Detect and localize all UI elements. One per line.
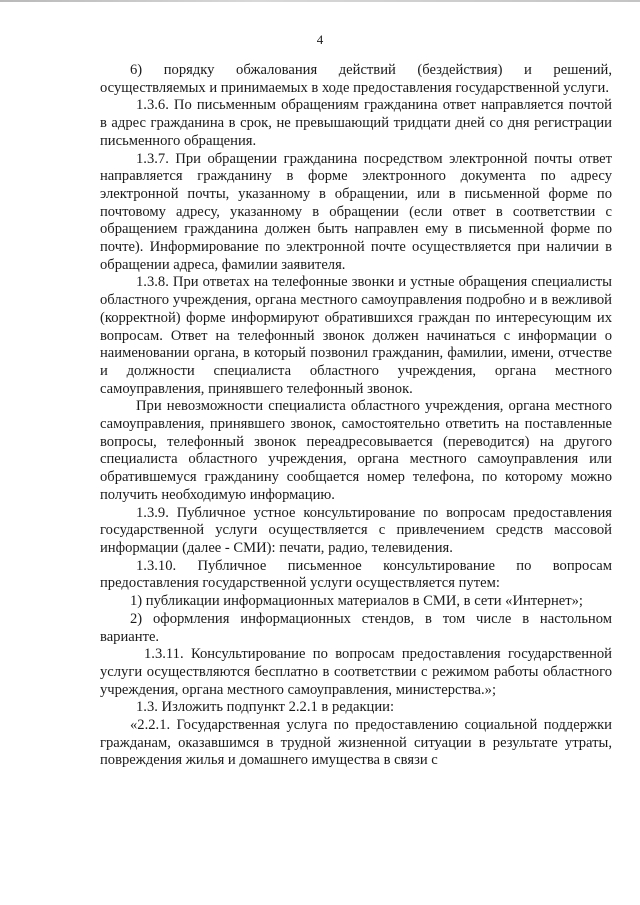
paragraph-1-3-8: 1.3.8. При ответах на телефонные звонки и устные обращения специалисты областного учреждения, органа местного самоуправления подробно и в вежливой (корректной) форме информируют обратившихся граждан по интересующим их вопросам. Ответ на телефонный звонок должен начинаться с информации о наименовании органа, в который позвонил гражданин, фамилии, имени, отчестве и должности специалиста областного учреждения, органа местного самоуправления, принявшего телефонный звонок. [100, 274, 612, 397]
paragraph-phone-redirect: При невозможности специалиста областного учреждения, органа местного самоуправления, принявшего звонок, самостоятельно ответить на поставленные вопросы, телефонный звонок переадресовывается (переводится) на другого специалиста областного учреждения, органа местного самоуправления или обратившемуся гражданину сообщается номер телефона, по которому можно получить необходимую информацию. [100, 398, 612, 503]
document-body [100, 62, 612, 770]
paragraph-1-3-9: 1.3.9. Публичное устное консультирование по вопросам предоставления государственной услуги осуществляется с привлечением средств массовой информации (далее - СМИ): печати, радио, телевидения. [100, 504, 612, 556]
paragraph-item-6: 6) порядку обжалования действий (бездействия) и решений, осуществляемых и принимаемых в ходе предоставления государственной услуги. [100, 62, 612, 96]
paragraph-1-3-7: 1.3.7. При обращении гражданина посредством электронной почты ответ направляется гражданину в форме электронного документа по адресу электронной почты, указанному в обращении, или в письменной форме по почтовому адресу, указанному в обращении (если ответ в соответствии с обращением гражданина должен быть направлен ему в письменной форме по почте). Информирование по электронной почте осуществляется при наличии в обращении адреса, фамилии заявителя. [100, 150, 612, 273]
paragraph-1-3-6: 1.3.6. По письменным обращениям гражданина ответ направляется почтой в адрес гражданина в срок, не превышающий тридцати дней со дня регистрации письменного обращения. [100, 97, 612, 149]
paragraph-1-3-11: 1.3.11. Консультирование по вопросам предоставления государственной услуги осуществляются бесплатно в соответствии с режимом работы областного учреждения, органа местного самоуправления, министерства.»; [100, 646, 612, 698]
paragraph-1-3-amendment: 1.3. Изложить подпункт 2.2.1 в редакции: [136, 699, 395, 716]
page-number: 4 [316, 32, 324, 47]
paragraph-2-2-1: «2.2.1. Государственная услуга по предоставлению социальной поддержки гражданам, оказавшимся в трудной жизненной ситуации в результате утраты, повреждения жилья и домашнего имущества в связи с [100, 717, 612, 769]
paragraph-list-item-1: 1) публикации информационных материалов в СМИ, в сети «Интернет»; [130, 593, 583, 610]
paragraph-1-3-10: 1.3.10. Публичное письменное консультирование по вопросам предоставления государственной услуги осуществляется путем: [100, 557, 612, 592]
page-top-edge [0, 0, 640, 2]
paragraph-list-item-2: 2) оформления информационных стендов, в том числе в настольном варианте. [100, 610, 612, 645]
